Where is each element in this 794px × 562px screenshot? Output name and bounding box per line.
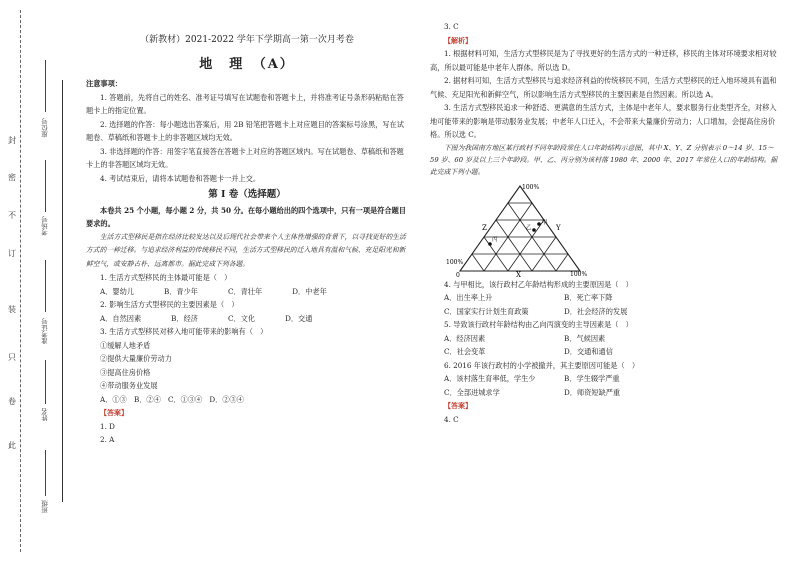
ticket-number-field[interactable] bbox=[45, 260, 46, 312]
point-jia bbox=[537, 222, 541, 226]
option: D．中老年 bbox=[292, 286, 327, 296]
notice-title: 注意事项： bbox=[86, 79, 122, 88]
statement: ①缓解人地矛盾 bbox=[100, 340, 151, 350]
left-column bbox=[86, 26, 408, 447]
question-5: 5. 导致该行政村年龄结构由乙向丙演变的主导因素是（ ） bbox=[444, 320, 633, 329]
exam-title: 地 理 （A） bbox=[199, 56, 295, 72]
option: D．交通和通信 bbox=[564, 347, 613, 356]
option: C．社会变革 bbox=[444, 347, 486, 356]
point-yi-label: 乙 bbox=[526, 224, 532, 231]
margin-char: 只 bbox=[8, 353, 16, 362]
seat-number-label: 座位号 bbox=[41, 118, 49, 138]
answer-tag: 【答案】 bbox=[100, 408, 128, 417]
material-text: 生活方式型移民是指在经济比较发达以及后现代社会带来个人主体性增强的背景下，以寻找更好的生活方式的一种迁移。与追求经济利益的传统移民不同，生活方式型移民的迁入地具有温和气候、充足阳光和新鲜空气，或安静古朴、远离都市。据此完成下列各题。 bbox=[86, 232, 406, 268]
option: C．全部进城求学 bbox=[444, 387, 500, 397]
label-top-100: 100% bbox=[522, 183, 540, 191]
margin-char: 此 bbox=[8, 441, 16, 450]
statement: ②提供大量廉价劳动力 bbox=[100, 354, 172, 363]
option: B．学生辍学严重 bbox=[564, 374, 620, 383]
question-4: 4. 与甲相比，该行政村乙年龄结构形成的主要原因是（ ） bbox=[444, 279, 633, 289]
name-label: 姓名 bbox=[41, 408, 49, 421]
option: B．死亡率下降 bbox=[564, 293, 613, 302]
label-left-100: 100% bbox=[446, 258, 464, 266]
answer-tag: 【答案】 bbox=[444, 401, 472, 410]
point-jia-label: 甲 bbox=[542, 219, 548, 226]
seat-number-field[interactable] bbox=[45, 60, 46, 112]
exam-room-label: 考场号 bbox=[41, 216, 49, 236]
notice-item: 4. 考试结束后，请将本试题卷和答题卡一并上交。 bbox=[100, 173, 261, 183]
exam-room-field[interactable] bbox=[45, 160, 46, 212]
question-5-options-row2 bbox=[430, 345, 780, 359]
material-text: 下图为我国南方地区某行政村不同年龄段常住人口年龄结构示意图，其中 X、Y、Z 分别表示 0～14 岁、15～59 岁、60 岁及以上三个年龄段。甲、乙、丙分别为该村落 1980 年、2000 年、2017 年常住人口的年龄结构。据此完成下列小题。 bbox=[430, 143, 778, 176]
class-label: 班级 bbox=[41, 500, 49, 513]
question-1-options bbox=[86, 285, 408, 299]
exam-header: （新教材）2021-2022 学年下学期高一第一次月考卷 bbox=[140, 35, 354, 45]
seal-line bbox=[20, 10, 21, 552]
class-field[interactable] bbox=[45, 450, 46, 496]
notice-item: 2. 选择题的作答：每小题选出答案后，用 2B 铅笔把答题卡上对应题目的答案标号涂黑，写在试题卷、草稿纸和答题卡上的非答题区域均无效。 bbox=[86, 119, 404, 142]
option: A．经济因素 bbox=[444, 333, 486, 343]
question-2: 2. 影响生活方式型移民的主要因素是（ ） bbox=[100, 300, 239, 309]
ternary-diagram bbox=[430, 178, 780, 278]
option: B．经济 bbox=[171, 313, 198, 323]
label-zero: 0 bbox=[456, 271, 460, 278]
right-column bbox=[430, 20, 780, 426]
option: C．文化 bbox=[228, 313, 256, 323]
option: C．青壮年 bbox=[228, 286, 263, 296]
label-right-100: 100% bbox=[570, 270, 588, 278]
point-bing-label: 丙 bbox=[492, 236, 498, 243]
option: D．社会经济的发展 bbox=[564, 306, 628, 316]
option: B．气候因素 bbox=[564, 333, 606, 343]
analysis-item: 2. 据材料可知，生活方式型移民与追求经济利益的传统移民不同，生活方式型移民的迁入地环境具有温和气候、充足阳光和新鲜空气，所以影响生活方式型移民的主要因素是自然因素。所以选 A。 bbox=[430, 76, 777, 99]
question-6: 6. 2016 年该行政村的小学被撤并，其主要原因可能是（ ） bbox=[444, 360, 640, 370]
question-4-options-row1 bbox=[430, 291, 780, 305]
axis-y-label: Y bbox=[556, 223, 561, 232]
question-4-options-row2 bbox=[430, 305, 780, 319]
margin-char: 订 bbox=[8, 249, 16, 258]
section-description: 本卷共 25 个小题，每小题 2 分，共 50 分。在每小题给出的四个选项中，只有一项是符合题目要求的。 bbox=[86, 205, 406, 228]
option: B．青少年 bbox=[163, 286, 198, 296]
statement: ③提高住房价格 bbox=[100, 367, 151, 377]
margin-char: 卷 bbox=[8, 397, 16, 406]
option: A．婴幼儿 bbox=[100, 286, 134, 296]
question-3-options: A．①③ B．②④ C．①③④ D．②③④ bbox=[100, 394, 244, 404]
notice-item: 1. 答题前，先将自己的姓名、准考证号填写在试题卷和答题卡上，并将准考证号条形码粘贴在答题卡上的指定位置。 bbox=[86, 92, 404, 115]
margin-char: 不 bbox=[8, 211, 16, 220]
option: D．交通 bbox=[285, 313, 313, 323]
ternary-grid bbox=[460, 183, 580, 271]
ternary-diagram-svg bbox=[430, 178, 780, 278]
question-1: 1. 生活方式型移民的主体最可能是（ ） bbox=[100, 273, 232, 282]
margin-char: 密 bbox=[8, 173, 16, 182]
question-5-options-row1 bbox=[430, 332, 780, 346]
axis-z-label: Z bbox=[482, 223, 487, 232]
answer: 4. C bbox=[444, 414, 459, 424]
ticket-number-label: 准考证号 bbox=[41, 318, 49, 344]
notice-item: 3. 非选择题的作答：用签字笔直接答在答题卡上对应的答题区域内。写在试题卷、草稿纸和答题卡上的非答题区域均无效。 bbox=[86, 146, 404, 169]
question-6-options-row1 bbox=[430, 372, 780, 386]
binding-margin bbox=[0, 0, 78, 562]
answer: 2. A bbox=[100, 435, 115, 444]
margin-char: 封 bbox=[8, 136, 16, 145]
section-title: 第 Ⅰ 卷（选择题） bbox=[208, 189, 286, 200]
answer: 1. D bbox=[100, 421, 115, 431]
analysis-item: 1. 根据材料可知，生活方式型移民是为了寻找更好的生活方式的一种迁移，移民的主体对环境要求相对较高，所以最可能是中老年人群体。所以选 D。 bbox=[430, 49, 777, 72]
margin-char: 装 bbox=[8, 305, 16, 314]
analysis-tag: 【解析】 bbox=[444, 35, 472, 45]
answer: 3. C bbox=[444, 22, 459, 31]
option: A．出生率上升 bbox=[444, 293, 493, 302]
option: A．自然因素 bbox=[100, 313, 142, 323]
axis-x-label: X bbox=[516, 270, 521, 278]
statement: ④带动服务业发展 bbox=[100, 381, 158, 390]
option: A．该村落生育率低，学生少 bbox=[444, 374, 536, 383]
analysis-item: 3. 生活方式型移民追求一种舒适、更满意的生活方式，主体是中老年人，要求服务行业类型齐全，对移入地可能带来的影响是带动服务业发展；中老年人口迁入，不会带来大量廉价劳动力；人口增加，会提高住房价格。所以选 C。 bbox=[430, 103, 777, 139]
question-6-options-row2 bbox=[430, 386, 780, 400]
question-3: 3. 生活方式型移民对移入地可能带来的影响有（ ） bbox=[100, 327, 268, 336]
option: C．国家实行计划生育政策 bbox=[444, 306, 529, 316]
name-field[interactable] bbox=[45, 360, 46, 404]
option: D．师资短缺严重 bbox=[564, 387, 621, 397]
margin-border bbox=[62, 80, 63, 502]
point-yi bbox=[532, 228, 536, 232]
question-2-options bbox=[86, 312, 408, 326]
